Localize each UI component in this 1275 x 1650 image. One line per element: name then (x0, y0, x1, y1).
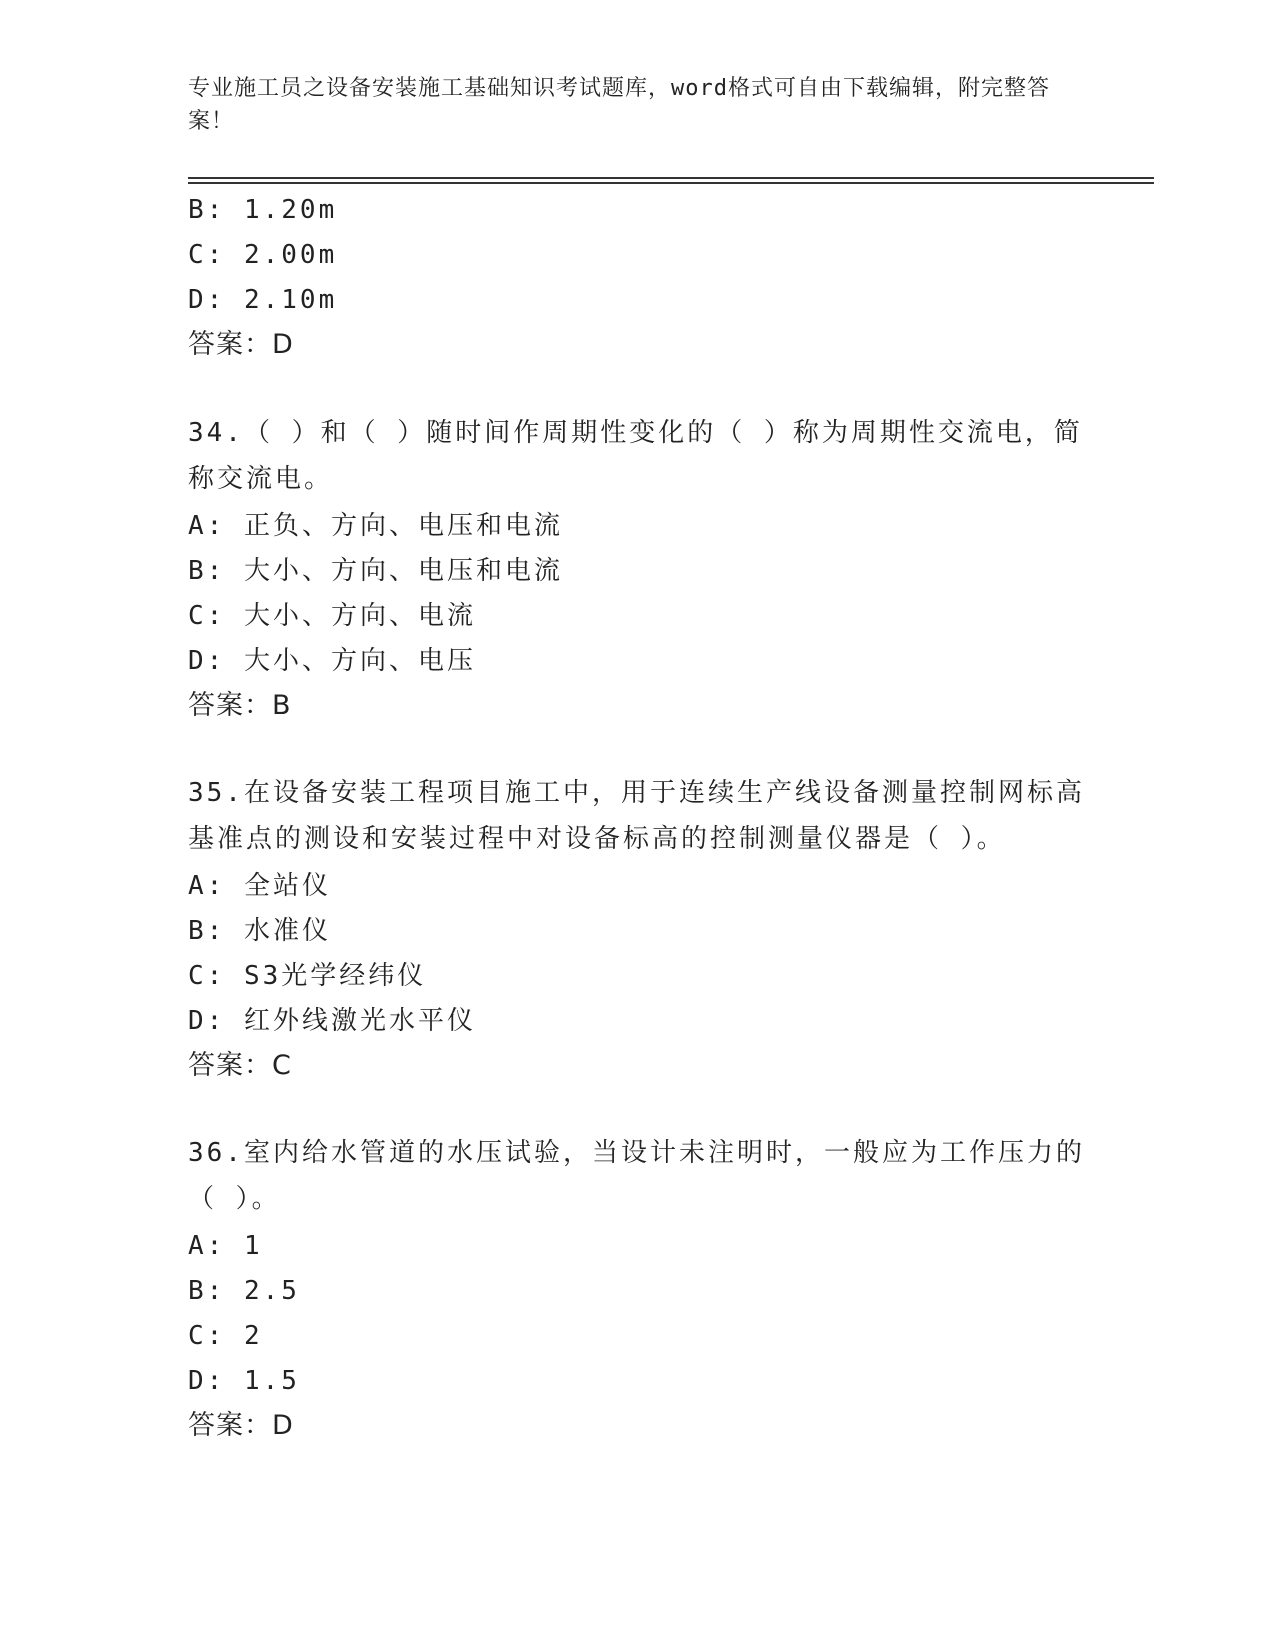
q33-option-d: D: 2.10m (188, 285, 338, 315)
q34-option-b: B: 大小、方向、电压和电流 (188, 556, 563, 586)
q35-option-b: B: 水准仪 (188, 916, 331, 946)
q34-stem: 34.（ ）和（ ）随时间作周期性变化的（ ）称为周期性交流电，简称交流电。 (188, 418, 1083, 494)
q35-answer: 答案：C (188, 1050, 292, 1081)
document-header: 专业施工员之设备安装施工基础知识考试题库，word格式可自由下载编辑，附完整答案！ (188, 76, 1050, 134)
q35-stem: 35.在设备安装工程项目施工中，用于连续生产线设备测量控制网标高基准点的测设和安装过程中对设备标高的控制测量仪器是（ ）。 (188, 778, 1085, 854)
q35-option-a: A: 全站仪 (188, 871, 331, 901)
q36-answer: 答案：D (188, 1410, 294, 1441)
q36-stem: 36.室内给水管道的水压试验，当设计未注明时，一般应为工作压力的（ ）。 (188, 1138, 1085, 1214)
q36-option-c: C: 2 (188, 1321, 263, 1351)
q35-option-d: D: 红外线激光水平仪 (188, 1006, 476, 1036)
q34-option-d: D: 大小、方向、电压 (188, 646, 476, 676)
q33-option-b: B: 1.20m (188, 195, 338, 225)
q36-option-d: D: 1.5 (188, 1366, 300, 1396)
q34-option-c: C: 大小、方向、电流 (188, 601, 476, 631)
q34-option-a: A: 正负、方向、电压和电流 (188, 511, 563, 541)
q36-option-b: B: 2.5 (188, 1276, 300, 1306)
q34-answer: 答案：B (188, 690, 292, 721)
q33-answer: 答案：D (188, 329, 294, 360)
q36-option-a: A: 1 (188, 1231, 263, 1261)
header-rule-bottom (188, 182, 1154, 184)
header-rule-top (188, 177, 1154, 179)
q33-option-c: C: 2.00m (188, 240, 338, 270)
q35-option-c: C: S3光学经纬仪 (188, 961, 427, 991)
